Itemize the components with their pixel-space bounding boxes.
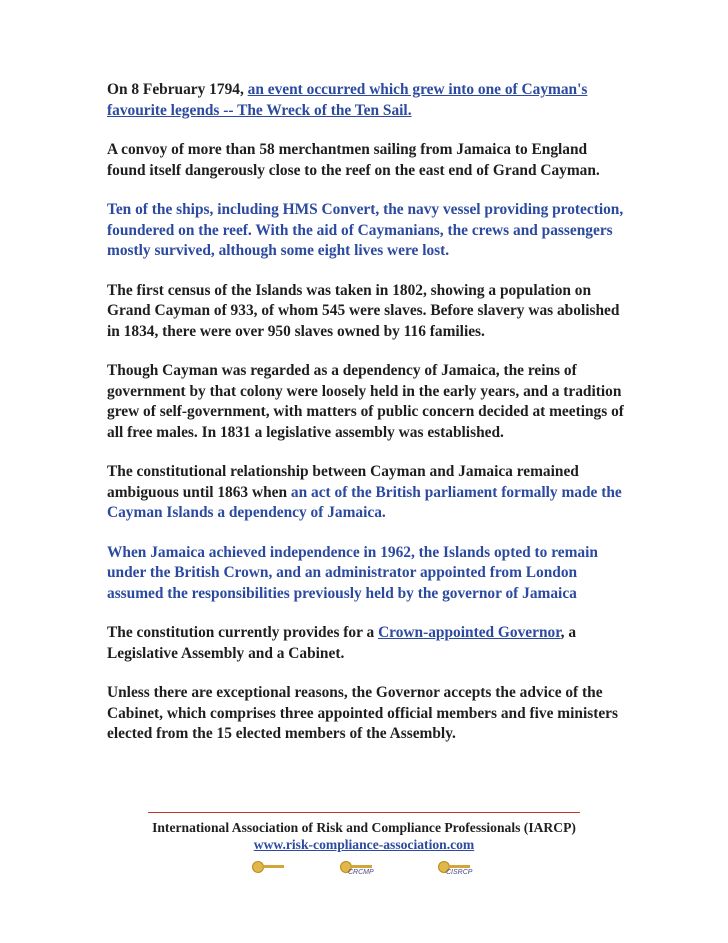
- footer-website-link[interactable]: www.risk-compliance-association.com: [253, 837, 475, 852]
- paragraph-7: When Jamaica achieved independence in 1962, the Islands opted to remain under the British Crown, and an administrator appointed from London assumed the responsibilities previously held by the governor of Jamaica: [107, 543, 598, 602]
- paragraph-3: Ten of the ships, including HMS Convert, the navy vessel providing protection, foundered on the reef. With the aid of Caymanians, the crews and passengers mostly survived, although some eight lives were lost.: [107, 201, 624, 259]
- paragraph-6-highlight: an act of the British parliament formally made the Cayman Islands a dependency of Jamaica.: [107, 483, 622, 521]
- paragraph-6-text: The constitutional relationship between Cayman and Jamaica remained ambiguous until 1863 when: [107, 463, 579, 501]
- paragraph-9: Unless there are exceptional reasons, the Governor accepts the advice of the Cabinet, which comprises three appointed official members and five ministers elected from the 15 elected members of the Assembly.: [107, 684, 618, 742]
- logo-label-2: CRCMP: [348, 869, 374, 876]
- ten-sail-link[interactable]: an event occurred which grew into one of Cayman's favourite legends -- The Wreck of the Ten Sail.: [107, 81, 588, 119]
- logo-label-3: CISRCP: [446, 869, 473, 876]
- paragraph-1: [107, 80, 629, 121]
- footer-organization: International Association of Risk and Compliance Professionals (IARCP): [152, 820, 576, 835]
- key-logo-icon: [438, 858, 472, 876]
- paragraph-2: A convoy of more than 58 merchantmen sailing from Jamaica to England found itself dangerously close to the reef on the east end of Grand Cayman.: [107, 141, 600, 179]
- paragraph-8: [107, 623, 629, 664]
- crown-governor-link[interactable]: Crown-appointed Governor: [378, 624, 561, 641]
- key-logo-icon: [252, 858, 286, 876]
- paragraph-4: The first census of the Islands was taken in 1802, showing a population on Grand Cayman of 933, of whom 545 were slaves. Before slavery was abolished in 1834, there were over 950 slaves owned by 116 families.: [107, 281, 620, 340]
- paragraph-5: Though Cayman was regarded as a dependency of Jamaica, the reins of government by that colony were loosely held in the early years, and a tradition grew of self-government, with matters of public concern decided at meetings of all free males. In 1831 a legislative assembly was established.: [107, 362, 624, 441]
- footer-logos: [0, 858, 728, 880]
- article-body: [107, 80, 629, 764]
- paragraph-6: [107, 462, 629, 524]
- paragraph-8-text-b: , a Legislative Assembly and a Cabinet.: [107, 624, 577, 662]
- paragraph-8-text-a: The constitution currently provides for a: [107, 624, 379, 641]
- key-logo-icon: [340, 858, 374, 876]
- footer-divider: [148, 812, 580, 813]
- page-footer: [0, 812, 728, 880]
- paragraph-1-text: On 8 February 1794,: [107, 81, 248, 98]
